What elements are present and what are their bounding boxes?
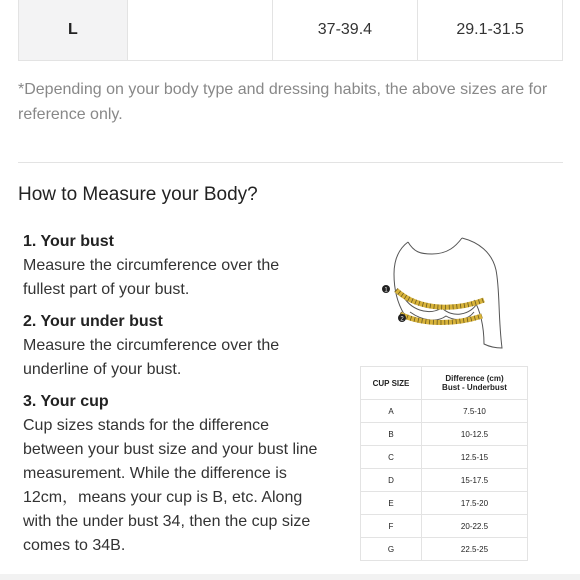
section-divider — [18, 162, 563, 163]
diff-cell: 15-17.5 — [422, 469, 528, 492]
marker-1-label: 1 — [384, 287, 388, 294]
header-difference-line1: Difference (cm) — [445, 374, 504, 383]
cup-cell: C — [361, 446, 422, 469]
step-title-bust: 1. Your bust — [23, 233, 114, 250]
table-row — [361, 515, 528, 538]
header-difference-line2: Bust - Underbust — [442, 383, 507, 392]
step-text-under-bust: Measure the circumference over the underline of your bust. — [23, 337, 280, 378]
right-shoulder — [462, 238, 502, 348]
size-table-row — [18, 0, 563, 61]
diff-cell: 7.5-10 — [422, 400, 528, 423]
cup-cell: A — [361, 400, 422, 423]
left-shoulder — [394, 242, 408, 314]
cup-size-table — [360, 366, 528, 561]
underbust-cell: 29.1-31.5 — [418, 0, 563, 60]
body-measure-figure — [380, 230, 520, 355]
step-text-cup: Cup sizes stands for the difference between your bust size and your bust line measurement. While the difference is 12cm，means your cup is B, etc. Along with the under bust 34, then the cup size comes to 34B. — [23, 417, 318, 554]
bust-cell: 37-39.4 — [273, 0, 419, 60]
size-cell: L — [19, 0, 128, 60]
cup-cell: F — [361, 515, 422, 538]
diff-cell: 17.5-20 — [422, 492, 528, 515]
step-title-cup: 3. Your cup — [23, 393, 109, 410]
bottom-bar — [0, 574, 580, 580]
cup-cell: G — [361, 538, 422, 561]
table-row — [361, 538, 528, 561]
size-reference-note: *Depending on your body type and dressing habits, the above sizes are for reference only. — [18, 81, 548, 123]
marker-2-label: 2 — [400, 316, 404, 323]
torso-outline — [408, 238, 462, 254]
section-heading: How to Measure your Body? — [18, 184, 258, 205]
cup-cell: E — [361, 492, 422, 515]
measure-steps — [23, 230, 323, 566]
table-row — [361, 423, 528, 446]
cup-cell: D — [361, 469, 422, 492]
empty-cell — [128, 0, 273, 60]
diff-cell: 22.5-25 — [422, 538, 528, 561]
step-text-bust: Measure the circumference over the fullest part of your bust. — [23, 257, 280, 298]
diff-cell: 12.5-15 — [422, 446, 528, 469]
diff-cell: 10-12.5 — [422, 423, 528, 446]
table-row — [361, 446, 528, 469]
table-row — [361, 400, 528, 423]
diff-cell: 20-22.5 — [422, 515, 528, 538]
cup-cell: B — [361, 423, 422, 446]
table-row — [361, 492, 528, 515]
header-difference — [422, 367, 528, 400]
cup-table-header-row — [361, 367, 528, 400]
step-title-under-bust: 2. Your under bust — [23, 313, 163, 330]
header-cup-size: CUP SIZE — [361, 367, 422, 400]
table-row — [361, 469, 528, 492]
